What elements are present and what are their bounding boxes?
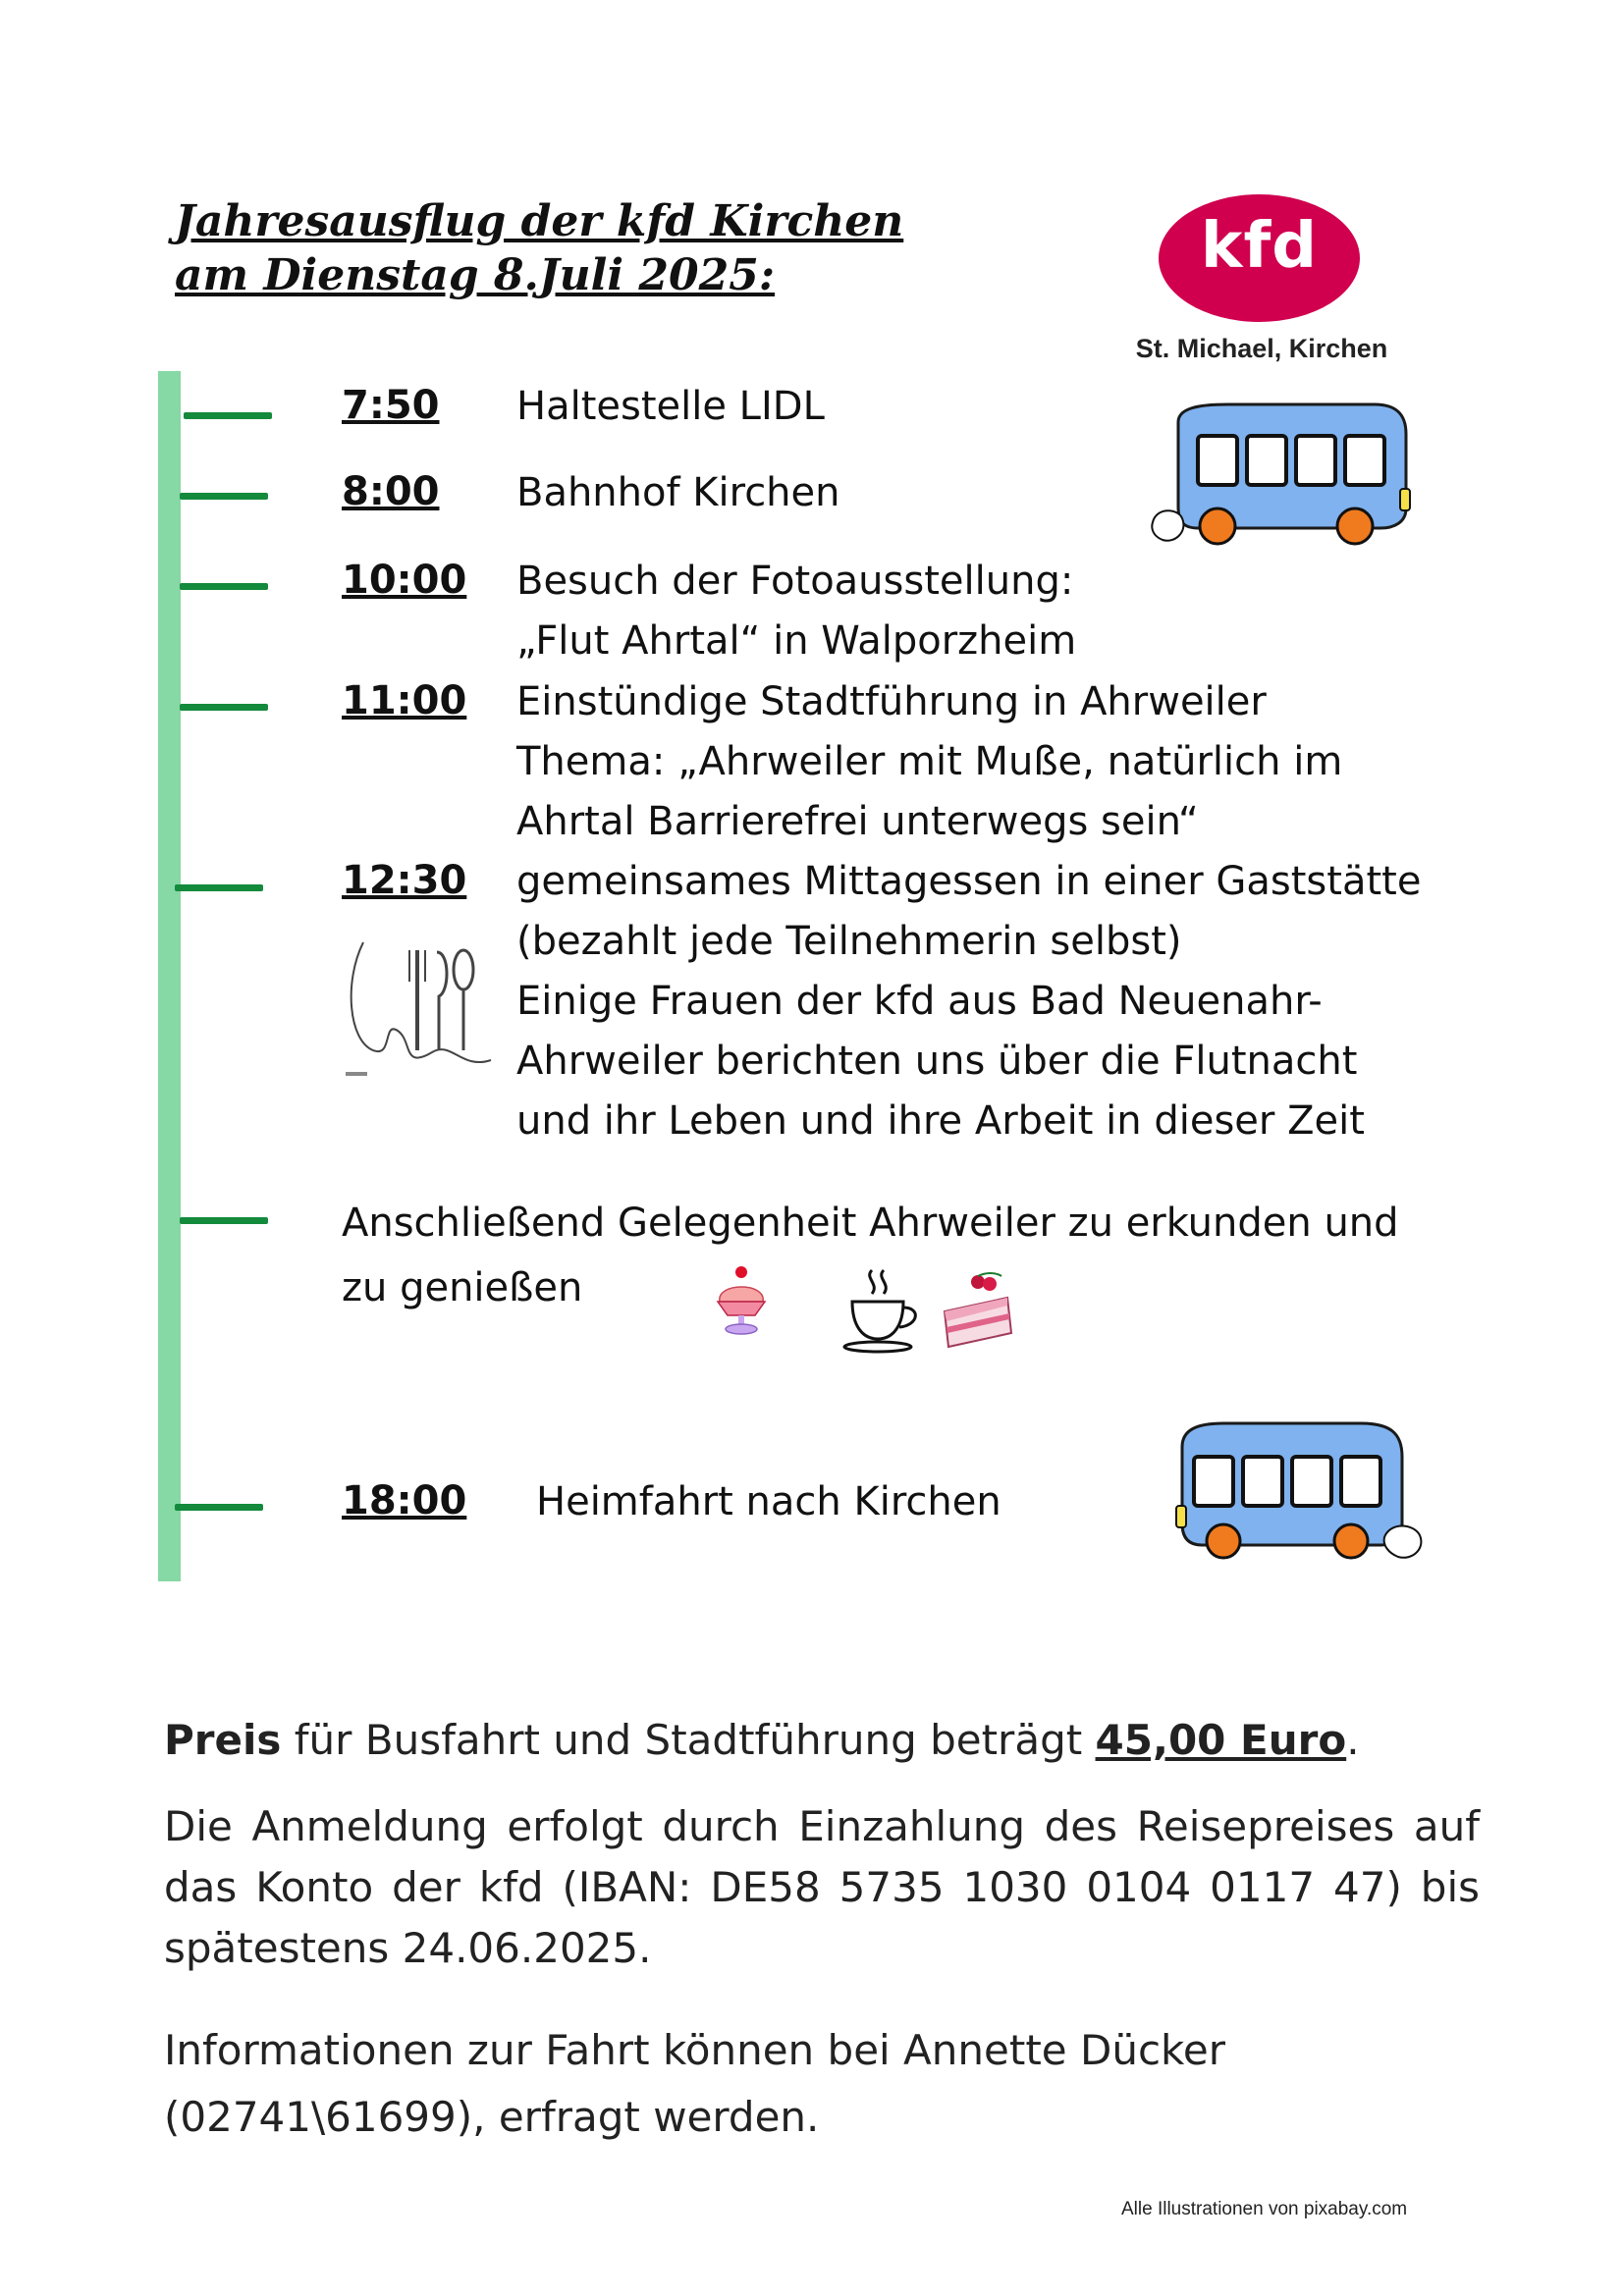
schedule-event-line: Haltestelle LIDL [516, 384, 825, 429]
schedule-event-line: Heimfahrt nach Kirchen [536, 1479, 1001, 1524]
schedule-event-line: (bezahlt jede Teilnehmerin selbst) [516, 919, 1182, 964]
schedule-time: 7:50 [342, 383, 440, 428]
schedule-time: 11:00 [342, 678, 467, 723]
timeline-bar [158, 371, 181, 1581]
ice-cream-icon [712, 1264, 771, 1338]
schedule-event-line: „Flut Ahrtal“ in Walporzheim [516, 618, 1077, 664]
timeline-tick [180, 704, 268, 711]
price-label: Preis [164, 1716, 282, 1764]
registration-line: das Konto der kfd (IBAN: DE58 5735 1030 0104 0117 47) bis [164, 1863, 1480, 1911]
price-end: . [1346, 1716, 1360, 1764]
schedule-event-line: Besuch der Fotoausstellung: [516, 559, 1074, 604]
schedule-event-line: Einstündige Stadtführung in Ahrweiler [516, 679, 1267, 724]
title-line-1: Jahresausflug der kfd Kirchen [175, 196, 904, 246]
schedule-event-line: Einige Frauen der kfd aus Bad Neuenahr- [516, 979, 1323, 1024]
schedule-event-line: und ihr Leben und ihre Arbeit in dieser Zeit [516, 1098, 1365, 1144]
timeline-tick [175, 884, 263, 891]
schedule-event-line: Thema: „Ahrweiler mit Muße, natürlich im [516, 739, 1343, 784]
schedule-event-line: Bahnhof Kirchen [516, 470, 840, 515]
price-amount: 45,00 Euro [1095, 1716, 1347, 1764]
timeline-tick [175, 1504, 263, 1511]
illustration-credit: Alle Illustrationen von pixabay.com [1121, 2199, 1408, 2219]
schedule-time: 12:30 [342, 858, 467, 903]
title-line-2: am Dienstag 8.Juli 2025: [175, 250, 776, 300]
schedule-event-line: Ahrweiler berichten uns über die Flutnacht [516, 1039, 1358, 1084]
free-time-line: zu genießen [342, 1265, 583, 1310]
logo-caption: St. Michael, Kirchen [1135, 334, 1388, 363]
bus-icon [1149, 400, 1414, 553]
schedule-time: 18:00 [342, 1478, 467, 1523]
info-line: Informationen zur Fahrt können bei Annette Dücker [164, 2026, 1225, 2074]
info-line: (02741\61699), erfragt werden. [164, 2093, 820, 2141]
price-line [164, 1716, 1360, 1764]
timeline-tick [180, 493, 268, 500]
timeline-tick [184, 412, 272, 419]
schedule-event-line: Ahrtal Barrierefrei unterwegs sein“ [516, 799, 1199, 844]
cutlery-icon [344, 923, 501, 1080]
timeline-tick [180, 1217, 268, 1224]
price-description: für Busfahrt und Stadtführung beträgt [281, 1716, 1096, 1764]
free-time-line: Anschließend Gelegenheit Ahrweiler zu erkunden und [342, 1201, 1399, 1246]
registration-line: spätestens 24.06.2025. [164, 1924, 652, 1972]
kfd-logo-text: kfd [1200, 210, 1319, 283]
timeline-tick [180, 583, 268, 590]
schedule-event-line: gemeinsames Mittagessen in einer Gaststätte [516, 859, 1422, 904]
coffee-cup-icon [842, 1266, 923, 1355]
cake-icon [939, 1272, 1019, 1353]
bus-icon [1174, 1421, 1430, 1567]
schedule-time: 8:00 [342, 469, 440, 514]
schedule-time: 10:00 [342, 558, 467, 603]
registration-line: Die Anmeldung erfolgt durch Einzahlung des Reisepreises auf [164, 1802, 1480, 1850]
